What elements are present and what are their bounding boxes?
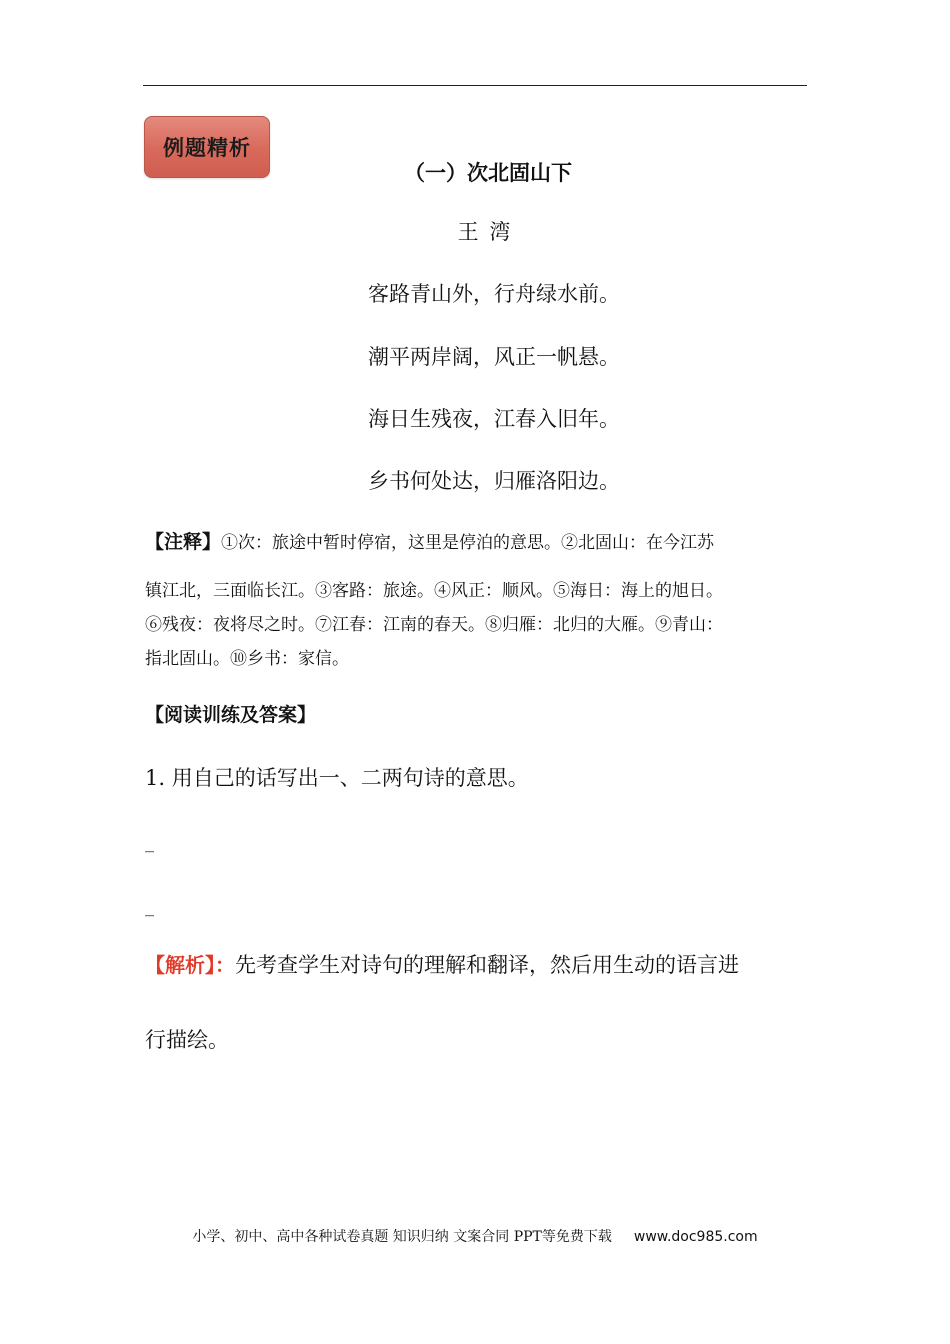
poem-verse: 潮平两岸阔，风正一帆悬。 [368,345,620,369]
page-footer [0,1226,950,1246]
poem-author: 王 湾 [457,220,513,244]
answer-blank: _ [145,832,154,853]
footer-text: 小学、初中、高中各种试卷真题 知识归纳 文案合同 PPT等免费下载 [192,1229,612,1245]
annotation-line: 指北固山。⑩乡书：家信。 [145,649,349,669]
analysis [145,950,810,1055]
poem-verse: 海日生残夜，江春入旧年。 [368,407,620,431]
example-badge-label: 例题精析 [163,136,251,160]
analysis-text: 先考查学生对诗句的理解和翻译，然后用生动的语言进 [235,953,739,977]
annotation-line: 镇江北，三面临长江。③客路：旅途。④风正：顺风。⑤海日：海上的旭日。 [145,581,723,601]
annotations [145,525,805,676]
footer-site-link[interactable]: www.doc985.com [633,1229,758,1245]
question-text: 1. 用自己的话写出一、二两句诗的意思。 [145,766,529,790]
section-heading: 【阅读训练及答案】 [145,704,317,726]
annotation-label: 【注释】 [145,531,222,553]
annotation-line [145,525,805,574]
poem-verse: 乡书何处达，归雁洛阳边。 [368,469,620,493]
analysis-label: 【解析】： [145,953,235,977]
analysis-line [145,950,810,1025]
poem-title: （一）次北固山下 [404,161,572,185]
answer-blank: _ [145,896,154,917]
annotation-line: ⑥残夜：夜将尽之时。⑦江春：江南的春天。⑧归雁：北归的大雁。⑨青山： [145,615,723,635]
poem-verse: 客路青山外，行舟绿水前。 [368,282,620,306]
analysis-line: 行描绘。 [145,1028,229,1052]
header-rule [143,85,807,86]
annotation-text: ①次：旅途中暂时停宿，这里是停泊的意思。②北固山：在今江苏 [221,533,715,553]
